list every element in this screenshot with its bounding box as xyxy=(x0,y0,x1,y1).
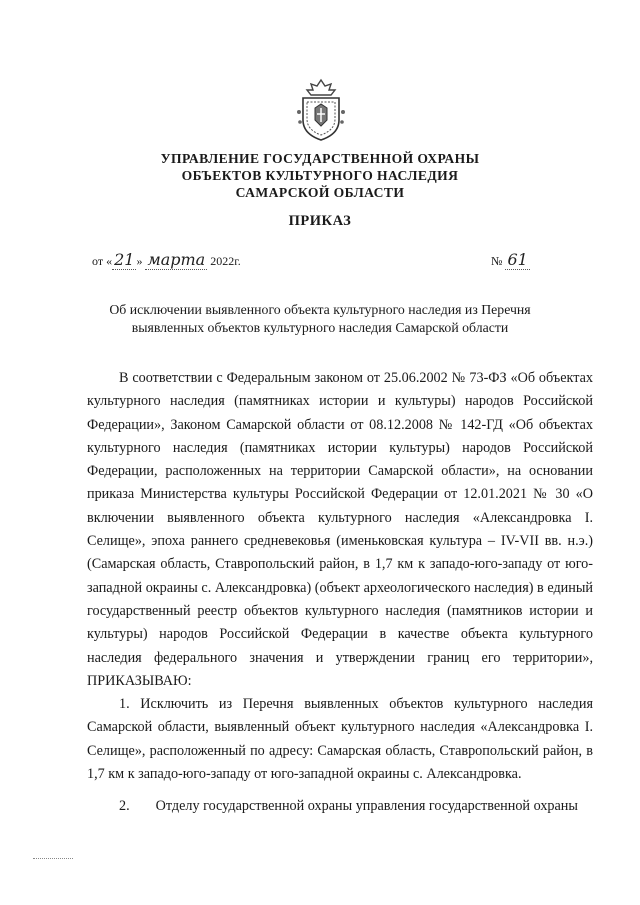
date-day: 21 xyxy=(114,250,135,269)
date-year: 2022 xyxy=(210,254,235,268)
coat-of-arms-emblem xyxy=(295,78,347,142)
footer-divider xyxy=(33,858,73,859)
number-label: № xyxy=(491,254,503,268)
date-prefix: от « xyxy=(92,254,113,268)
header-line-2: ОБЪЕКТОВ КУЛЬТУРНОГО НАСЛЕДИЯ xyxy=(181,168,459,183)
order-date xyxy=(92,250,241,269)
order-number xyxy=(491,250,530,269)
paragraph-preamble-text: В соответствии с Федеральным законом от 25.06.2002 № 73-ФЗ «Об объектах культурного наследия (памятниках истории и культуры) народов Российской Федерации», Законом Самарской области от 08.12.2008 № 142-ГД «Об объектах культурного наследия (памятниках истории культуры) народов Российской Федерации, расположенных на территории Самарской области», на основании приказа Министерства культуры Российской Федерации от 12.01.2021 № 30 «О включении выявленного объекта культурного наследия «Александровка I. Селище», эпоха раннего средневековья (именьковская культура – IV-VII вв. н.э.) (Самарская область, Ставропольский район, в 1,7 км к западо-юго-западу от юго-западной окраины с. Александровка) (объект археологического наследия) в единый государственный реестр объектов культурного наследия (памятников истории и культуры) народов Российской Федерации в качестве объекта культурного наследия федерального значения и утверждении границ его территории», ПРИКАЗЫВАЮ: xyxy=(87,370,593,689)
header-line-3: САМАРСКОЙ ОБЛАСТИ xyxy=(235,185,405,200)
paragraph-item-1 xyxy=(87,693,593,786)
paragraph-preamble xyxy=(87,367,593,693)
header-line-1: УПРАВЛЕНИЕ ГОСУДАРСТВЕННОЙ ОХРАНЫ xyxy=(160,151,480,166)
number-value: 61 xyxy=(507,250,528,269)
paragraph-item-1-text: 1. Исключить из Перечня выявленных объектов культурного наследия Самарской области, выявленный объект культурного наследия «Александровка I. Селище», расположенный по адресу: Самарская область, Ставропольский район, в 1,7 км к западо-юго-западу от юго-западной окраины с. Александровка. xyxy=(87,696,593,782)
paragraph-item-2-number: 2. xyxy=(119,798,130,814)
paragraph-item-2-text: Отделу государственной охраны управления государственной охраны xyxy=(155,798,578,814)
date-suffix: г. xyxy=(234,254,241,268)
date-month: марта xyxy=(147,250,206,269)
paragraph-item-2 xyxy=(87,795,593,818)
order-title: ПРИКАЗ xyxy=(288,213,352,229)
date-mid: » xyxy=(136,254,143,268)
order-subject: Об исключении выявленного объекта культурного наследия из Перечня выявленных объектов культурного наследия Самарской области xyxy=(109,302,531,335)
